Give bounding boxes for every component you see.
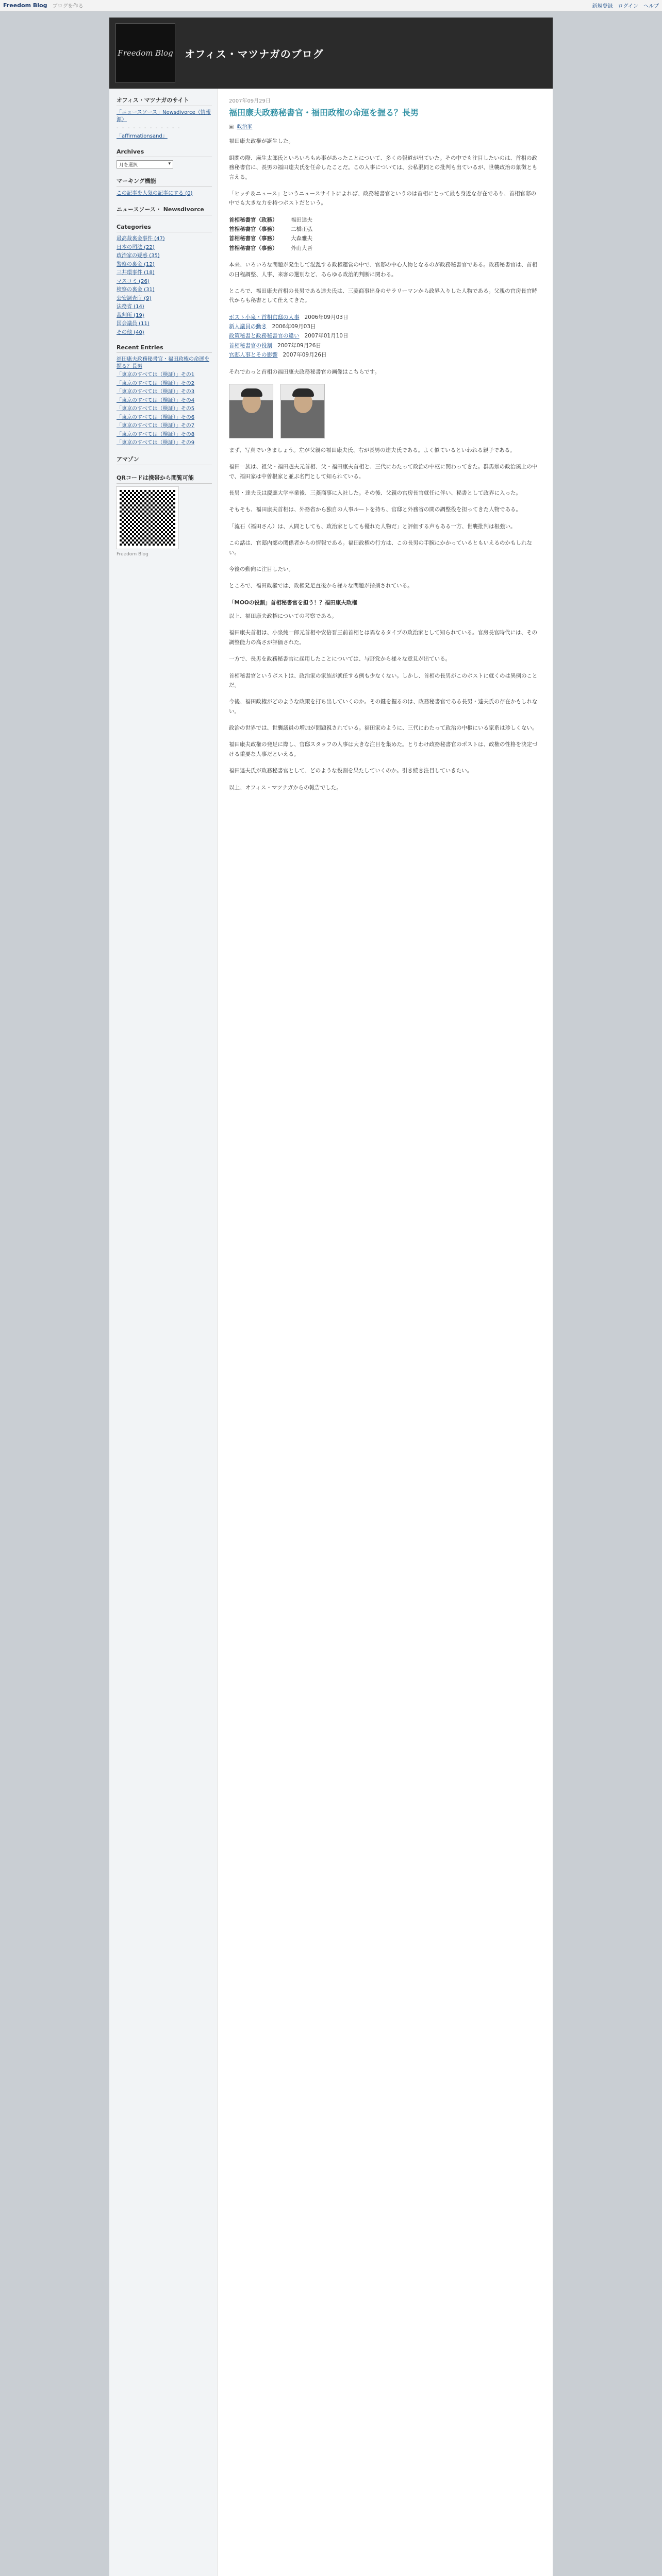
post-paragraph: 今後の動向に注目したい。 [229,566,294,572]
blog-header [109,18,553,89]
recent-entry-link[interactable]: 「東京のすべては（検証）」その3 [117,389,195,395]
list-item [117,439,212,447]
list-item [117,235,212,243]
related-link[interactable]: 政策秘書と政務秘書官の違い [229,333,300,340]
post-paragraph: 組閣の際、麻生太郎氏といろいろもめ事があったことについて、多くの報道が出ていた。その中でも注目したいのは、首相の政務秘書官に、長男の福田達夫氏を任命したことだ。この人事については、公私混同との批判も出ているが、世襲政治の象徴とも言える。 [229,155,538,180]
category-link[interactable]: 最高裁裏金事件 (47) [117,236,165,242]
post-subheading: 「MOOの役割」首相秘書官を担う！？福田康夫政権 [229,599,357,606]
officials-list [229,215,539,253]
list-item [117,414,212,421]
content-area [109,89,553,2576]
list-item [117,269,212,277]
navbar-help-link[interactable]: ヘルプ [643,4,659,9]
chevron-down-icon: ▾ [168,161,171,166]
sidebar-site-link-newssource[interactable]: 「ニュースソース」Newsdivorce（情報源） [117,110,211,123]
sidebar-categories-title: Categories [117,224,212,232]
recent-entries-list [117,356,212,447]
post-paragraph: ところで、福田康夫首相の長男である達夫氏は、三菱商事出身のサラリーマンから政界入りした人物である。父親の官房長官時代からも秘書として仕えてきた。 [229,287,538,304]
category-link[interactable]: 法務省 (14) [117,304,144,310]
archives-select[interactable] [117,160,173,168]
list-item [229,244,539,253]
post-paragraph: 長男・達夫氏は慶應大学卒業後、三菱商事に入社した。その後、父親の官房長官就任に伴い、秘書として政界に入った。 [229,490,521,497]
list-item [229,313,539,322]
post-paragraph: 一方で、長男を政務秘書官に起用したことについては、与野党から様々な意見が出ている。 [229,656,451,663]
navbar-right-links [592,2,659,9]
related-link-date: 2006年09月03日 [272,324,316,330]
post-title[interactable]: 福田康夫政務秘書官・福田政権の命運を握る？長男 [229,107,419,117]
category-link[interactable]: その他 (40) [117,329,144,335]
official-name: 外山大吾 [291,245,312,251]
related-link[interactable]: 首相秘書官の役割 [229,342,272,349]
portrait-photo-father [229,384,273,438]
post-paragraph: 「ヒッチ＆ニュース」というニュースサイトによれば、政務秘書官というのは首相にとって最も身近な存在であり、首相官邸の中でも大きな力を持つポストだという。 [229,190,536,207]
list-item [117,397,212,404]
list-item [229,341,539,350]
list-item [117,244,212,251]
post-paragraph: 以上、オフィス・マツナガからの報告でした。 [229,784,342,791]
recent-entry-link[interactable]: 「東京のすべては（検証）」その4 [117,397,195,403]
list-item [117,405,212,413]
list-item [117,329,212,336]
list-item [229,215,539,225]
category-link[interactable]: 三井環事件 (18) [117,270,155,276]
category-link[interactable]: 検察の裏金 (31) [117,287,155,293]
related-link-date: 2006年09月03日 [304,314,349,320]
list-item [117,312,212,319]
category-link[interactable]: 裁判所 (19) [117,312,144,318]
recent-entry-link[interactable]: 「東京のすべては（検証）」その5 [117,406,195,412]
list-item [229,350,539,360]
official-name: 二橋正弘 [291,226,312,233]
post-paragraph: 福田康夫政権の発足に際し、官邸スタッフの人事は大きな注目を集めた。とりわけ政務秘書官のポストは、政権の性格を決定づける重要な人事だといえる。 [229,741,538,757]
category-link[interactable]: 国会議員 (11) [117,321,150,327]
list-item [117,252,212,260]
post-date: 2007年09月29日 [229,98,271,104]
post-paragraph: そもそも、福田康夫首相は、外務省から独自の人事ルートを持ち、官邸と外務省の間の調整役を担ってきた人物である。 [229,506,521,513]
recent-entry-link[interactable]: 「東京のすべては（検証）」その9 [117,440,195,446]
related-link[interactable]: 新人議員の動き [229,324,267,330]
blog-logo[interactable]: Freedom Blog [115,23,175,83]
list-item [117,431,212,438]
post-paragraph: ところで、福田政権では、政権発足直後から様々な問題が指摘されている。 [229,583,413,589]
official-name: 福田達夫 [291,216,312,223]
marking-link[interactable]: この記事を人気の記事にする (0) [117,190,193,196]
portrait-photos [229,384,539,438]
post-meta [229,123,539,132]
blog-page [109,18,553,2576]
related-link-date: 2007年09月26日 [283,352,327,359]
list-item [117,356,212,370]
navbar-create-link[interactable]: ブログを作る [52,4,84,9]
post-category-link[interactable]: 政治家 [237,124,253,130]
post-paragraph: 福田康夫首相は、小泉純一郎元首相や安倍晋三前首相とは異なるタイプの政治家として知られている。官房長官時代には、その調整能力の高さが評価された。 [229,630,537,646]
list-item [117,286,212,294]
official-role: 首相秘書官（政務） [229,216,278,223]
sidebar-site-link-affirmations[interactable]: 「affirmationsand」 [117,133,168,139]
post-paragraph: 福田達夫氏が政務秘書官として、どのような役割を果たしていくのか。引き続き注目していきたい。 [229,768,473,774]
official-name: 大森雅夫 [291,235,312,242]
navbar-brand[interactable]: Freedom Blog [3,2,47,9]
category-link[interactable]: 警察の裏金 (12) [117,261,155,267]
sidebar [109,89,218,2576]
category-link[interactable]: マスコミ (26) [117,278,150,284]
post-paragraph: 福田一族は、祖父・福田赳夫元首相、父・福田康夫首相と、三代にわたって政治の中枢に関わってきた。群馬県の政治風土の中で、福田家は中曽根家と並ぶ名門として知られている。 [229,464,538,480]
photos-caption: それでわっと首相の福田康夫政務秘書官の画像はこちらです。 [229,368,380,375]
post-paragraph: この話は、官邸内部の関係者からの情報である。福田政権の行方は、この長男の手腕にかかっているともいえるのかもしれない。 [229,540,532,556]
related-link-date: 2007年09月26日 [277,342,321,349]
blog-title[interactable]: オフィス・マツナガのブログ [185,47,324,60]
related-link[interactable]: 官邸人事とその影響 [229,352,278,359]
category-link[interactable]: 日本の司法 (22) [117,244,155,250]
recent-entry-link[interactable]: 「東京のすべては（検証）」その6 [117,414,195,420]
sidebar-amazon-title: アマゾン [117,455,212,465]
main-article [218,89,553,2576]
list-item [117,422,212,430]
category-link[interactable]: 政治家の疑惑 (35) [117,253,160,259]
list-item [229,331,539,341]
related-link-date: 2007年01月10日 [304,333,349,340]
list-item [117,261,212,268]
qr-code-image [117,487,178,549]
navbar-login-link[interactable]: ログイン [618,4,638,9]
navbar-register-link[interactable]: 新規登録 [592,4,613,9]
list-item [117,371,212,379]
list-item [117,303,212,311]
official-role: 首相秘書官（事務） [229,245,278,251]
official-role: 首相秘書官（事務） [229,226,278,233]
related-link[interactable]: ボスト小泉・首相官邸の人事 [229,314,300,320]
sidebar-archives-title: Archives [117,148,212,157]
list-item [229,225,539,234]
post-paragraph: 本来、いろいろな問題が発生して混乱する政権運営の中で、官邸の中心人物となるのが政務秘書官である。政務秘書官は、首相の日程調整、人事、来客の選別など、あらゆる政治的判断に関わる。 [229,262,538,278]
sidebar-newssource-title: ニュースソース・ Newsdivorce [117,205,212,215]
recent-entry-link[interactable]: 福田康夫政務秘書官・福田政権の命運を握る？長男 [117,357,209,369]
sidebar-qr-title: QRコードは携帯から閲覧可能 [117,473,212,484]
recent-entry-link[interactable]: 「東京のすべては（検証）」その7 [117,423,195,429]
categories-list [117,235,212,336]
sidebar-marking-title: マーキング機能 [117,177,212,187]
post-paragraph: 政治の世界では、世襲議員の増加が問題視されている。福田家のように、三代にわたって政治の中枢にいる家系は珍しくない。 [229,725,538,732]
powered-by[interactable]: Freedom Blog [117,551,148,557]
folder-icon: ▣ [229,124,234,130]
post-intro: 福田康夫政権が誕生した。 [229,138,294,145]
list-item [117,380,212,387]
recent-entry-link[interactable]: 「東京のすべては（検証）」その8 [117,431,195,437]
list-item [229,322,539,331]
recent-entry-link[interactable]: 「東京のすべては（検証）」その1 [117,372,195,378]
post-paragraph: 首相秘書官というポストは、政治家の家族が就任する例も少なくない。しかし、首相の長男がこのポストに就くのは異例のことだ。 [229,672,538,688]
list-item [117,295,212,302]
list-item [229,234,539,243]
official-role: 首相秘書官（事務） [229,235,278,242]
list-item [117,388,212,396]
top-navbar [0,0,662,11]
sidebar-site-title: オフィス・マツナガのサイト [117,96,212,106]
post-paragraph: まず、写真でいきましょう。左が父親の福田康夫氏、右が長男の達夫氏である。よく似ているといわれる親子である。 [229,447,516,453]
archives-select-value: 月を選択 [119,162,138,168]
list-item [117,320,212,328]
portrait-photo-son [280,384,325,438]
post-paragraph: 以上、福田康夫政権についての考察である。 [229,613,337,620]
recent-entry-link[interactable]: 「東京のすべては（検証）」その2 [117,380,195,386]
sidebar-recent-title: Recent Entries [117,344,212,353]
post-body-continued [229,628,539,792]
post-paragraph: 今後、福田政権がどのような政策を打ち出していくのか。その鍵を握るのは、政務秘書官である長男・達夫氏の存在かもしれない。 [229,699,538,715]
list-item [117,278,212,285]
post-paragraph: 「流石（福田さん）は、人間としても、政治家としても優れた人物だ」と評価する声もある一方、世襲批判は根強い。 [229,523,516,530]
category-link[interactable]: 公安調査庁 (9) [117,295,152,301]
related-links [229,313,539,360]
sidebar-divider: - - - - - - - - - - - - [117,125,181,131]
